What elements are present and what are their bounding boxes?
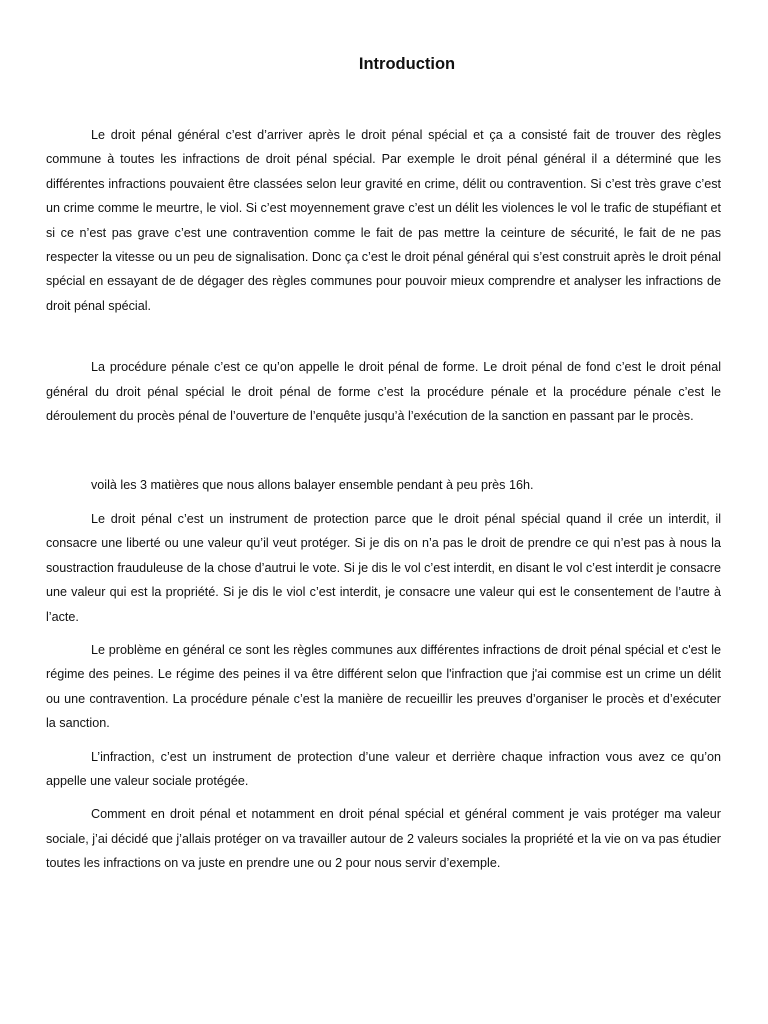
paragraph-5: Le problème en général ce sont les règles communes aux différentes infractions de droit pénal spécial et c'est le régime des peines. Le régime des peines il va être différent selon que l'infraction que j'ai commise est un crime un délit ou une contravention. La procédure pénale c’est la manière de recueillir les preuves d’organiser le procès et d’exécuter la sanction. <box>46 642 721 731</box>
paragraph-3: voilà les 3 matières que nous allons balayer ensemble pendant à peu près 16h. <box>91 478 534 493</box>
paragraph-2: La procédure pénale c’est ce qu’on appelle le droit pénal de forme. Le droit pénal de fond c’est le droit pénal général du droit pénal spécial le droit pénal de forme c’est la procédure pénale et la procédure pénale c’est le déroulement du procès pénal de l’ouverture de l’enquête jusqu’à l’exécution de la sanction en passant par le procès. <box>46 360 721 424</box>
paragraph-4: Le droit pénal c’est un instrument de protection parce que le droit pénal spécial quand il crée un interdit, il consacre une liberté ou une valeur qu’il veut protéger. Si je dis on n’a pas le droit de prendre ce qui n’est pas à nous la soustraction frauduleuse de la chose d’autrui le vote. Si je dis le vol c’est interdit, en disant le vol c’est interdit je consacre une valeur qui est la propriété. Si je dis le viol c’est interdit, je consacre une valeur qui est le consentement de l’autre à l’acte. <box>46 511 721 624</box>
paragraph-7: Comment en droit pénal et notamment en droit pénal spécial et général comment je vais protéger ma valeur sociale, j’ai décidé que j’allais protéger on va travailler autour de 2 valeurs sociales la propriété et la vie on va pas étudier toutes les infractions on va juste en prendre une ou 2 pour nous servir d’exemple. <box>46 807 721 871</box>
document-title: Introduction <box>358 55 456 73</box>
paragraph-6: L’infraction, c’est un instrument de protection d’une valeur et derrière chaque infraction vous avez ce qu’on appelle une valeur sociale protégée. <box>46 749 721 788</box>
paragraph-1: Le droit pénal général c’est d’arriver après le droit pénal spécial et ça a consisté fait de trouver des règles commune à toutes les infractions de droit pénal spécial. Par exemple le droit pénal général il a déterminé que les différentes infractions pouvaient être classées selon leur gravité en crime, délit ou contravention. Si c’est très grave c’est un crime comme le meurtre, le viol. Si c’est moyennement grave c’est un délit les violences le vol le trafic de stupéfiant et si ce n’est pas grave c’est une contravention comme le fait de pas mettre la ceinture de sécurité, le fait de ne pas respecter la vitesse ou un peu de signalisation. Donc ça c’est le droit pénal général qui s’est construit après le droit pénal spécial en essayant de de dégager des règles communes pour pouvoir mieux comprendre et analyser les infractions de droit pénal spécial. <box>46 128 721 313</box>
document-body <box>46 123 721 876</box>
